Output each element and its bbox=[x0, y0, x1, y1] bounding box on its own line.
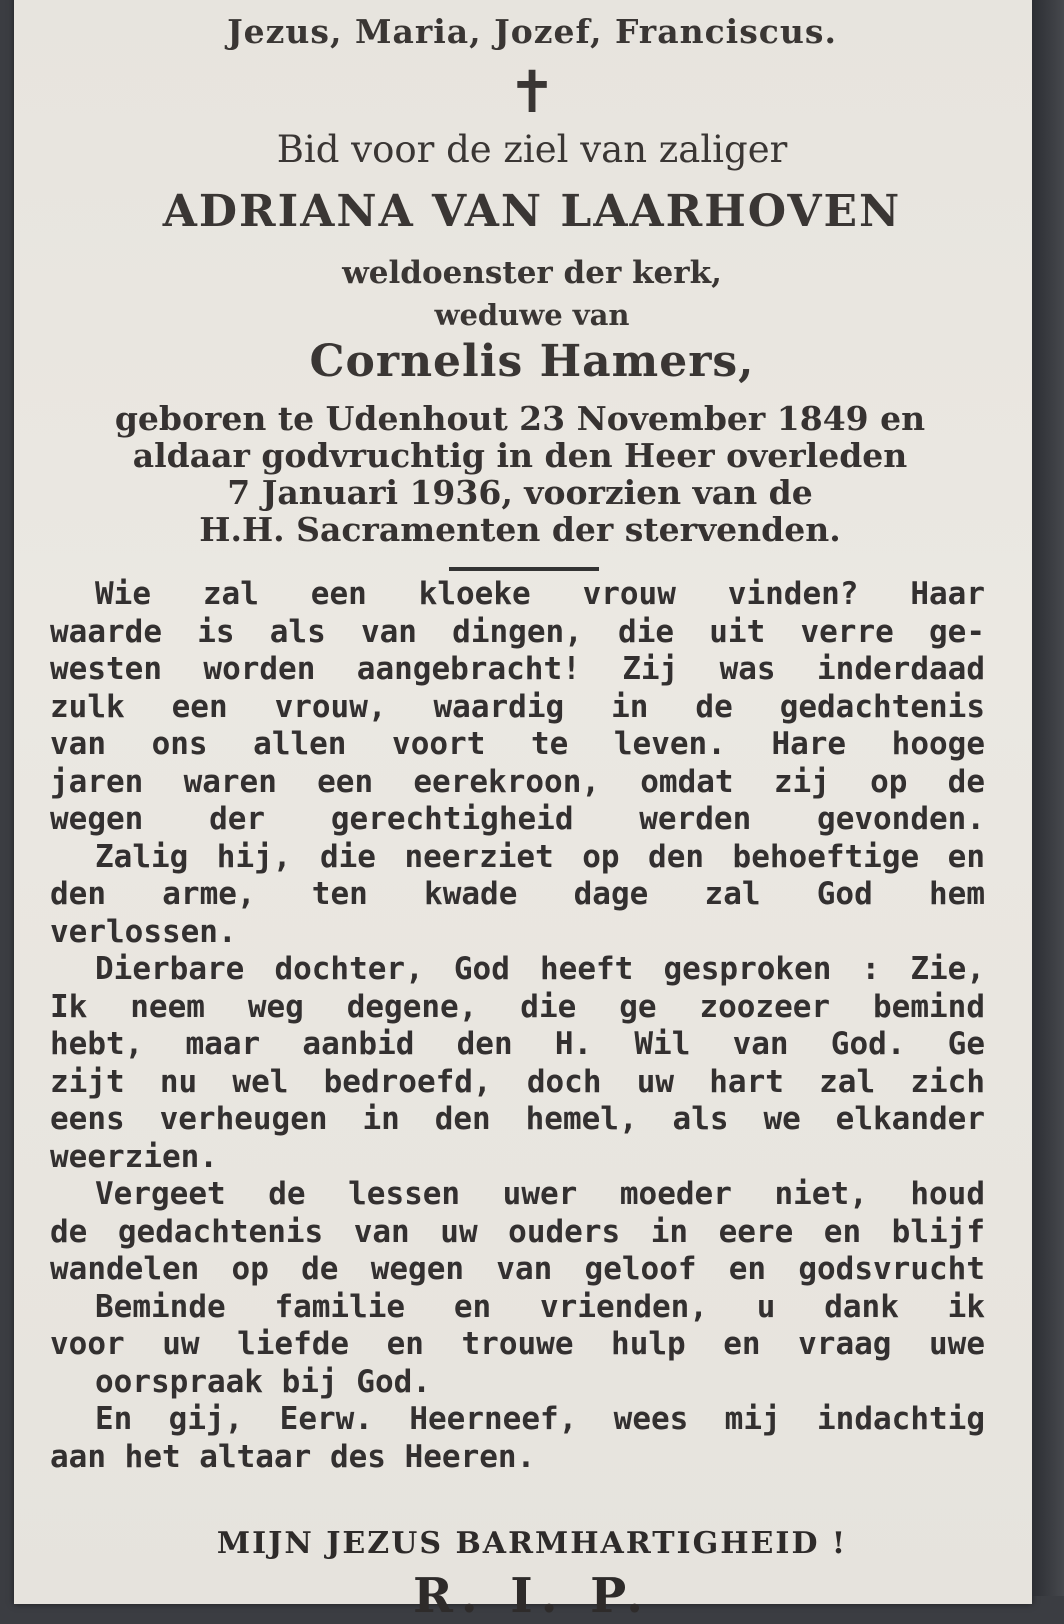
rip-text: R. I. P. bbox=[412, 1568, 652, 1624]
text-line: hebt, maar aanbid den H. Wil van God. Ge bbox=[50, 1026, 985, 1062]
text-line: Dierbare dochter, God heeft gesproken : Zie, bbox=[95, 951, 985, 987]
text-line: weerzien. bbox=[50, 1138, 218, 1175]
role-line-1: weldoenster der kerk, bbox=[342, 255, 722, 291]
text-line: wandelen op de wegen van geloof en godsvrucht bbox=[50, 1251, 985, 1287]
bio-line: 7 Januari 1936, voorzien van de bbox=[227, 473, 813, 512]
text-line: jaren waren een eerekroon, omdat zij op de bbox=[50, 763, 985, 800]
bio-line: H.H. Sacramenten der stervenden. bbox=[199, 510, 841, 549]
text-line: zijt nu wel bedroefd, doch uw hart zal zich bbox=[50, 1063, 985, 1100]
text-line: zulk een vrouw, waardig in de gedachtenis bbox=[50, 688, 985, 725]
text-line: Wie zal een kloeke vrouw vinden? Haar bbox=[95, 576, 985, 612]
text-line: westen worden aangebracht! Zij was inderdaad bbox=[50, 651, 985, 687]
text-line: Ik neem weg degene, die ge zoozeer bemind bbox=[50, 988, 985, 1025]
deceased-name: ADRIANA VAN LAARHOVEN bbox=[162, 186, 902, 237]
cross-icon: ✝ bbox=[507, 58, 557, 126]
prayer-intro: Bid voor de ziel van zaliger bbox=[276, 128, 788, 171]
text-line: de gedachtenis van uw ouders in eere en blijf bbox=[50, 1213, 985, 1250]
text-line: Zalig hij, die neerziet op den behoeftige en bbox=[95, 838, 985, 875]
bio-line: geboren te Udenhout 23 November 1849 en bbox=[114, 399, 926, 438]
invocation: Jezus, Maria, Jozef, Franciscus. bbox=[227, 12, 837, 51]
text-line: voor uw liefde en trouwe hulp en vraag uwe bbox=[50, 1326, 985, 1362]
role-line-2: weduwe van bbox=[434, 298, 630, 332]
divider-rule bbox=[449, 567, 599, 571]
bio-line: aldaar godvruchtig in den Heer overleden bbox=[132, 436, 908, 475]
text-line: van ons allen voort te leven. Hare hooge bbox=[50, 726, 985, 762]
background-edge bbox=[1032, 0, 1064, 1596]
text-line: waarde is als van dingen, die uit verre ge- bbox=[50, 613, 985, 650]
text-line: wegen der gerechtigheid werden gevonden. bbox=[50, 801, 985, 837]
husband-name: Cornelis Hamers, bbox=[309, 336, 755, 387]
text-line: verlossen. bbox=[50, 913, 237, 950]
memorial-text bbox=[50, 576, 985, 1476]
closing-prayer: MIJN JEZUS BARMHARTIGHEID ! bbox=[216, 1526, 848, 1561]
text-line: oorspraak bij God. bbox=[95, 1363, 431, 1400]
text-line: den arme, ten kwade dage zal God hem bbox=[50, 876, 985, 912]
text-line: Vergeet de lessen uwer moeder niet, houd bbox=[95, 1176, 985, 1212]
biography bbox=[60, 400, 980, 548]
text-line: En gij, Eerw. Heerneef, wees mij indachtig bbox=[95, 1401, 985, 1437]
text-line: eens verheugen in den hemel, als we elkander bbox=[50, 1101, 985, 1137]
text-line: aan het altaar des Heeren. bbox=[50, 1438, 536, 1475]
text-line: Beminde familie en vrienden, u dank ik bbox=[95, 1288, 985, 1325]
